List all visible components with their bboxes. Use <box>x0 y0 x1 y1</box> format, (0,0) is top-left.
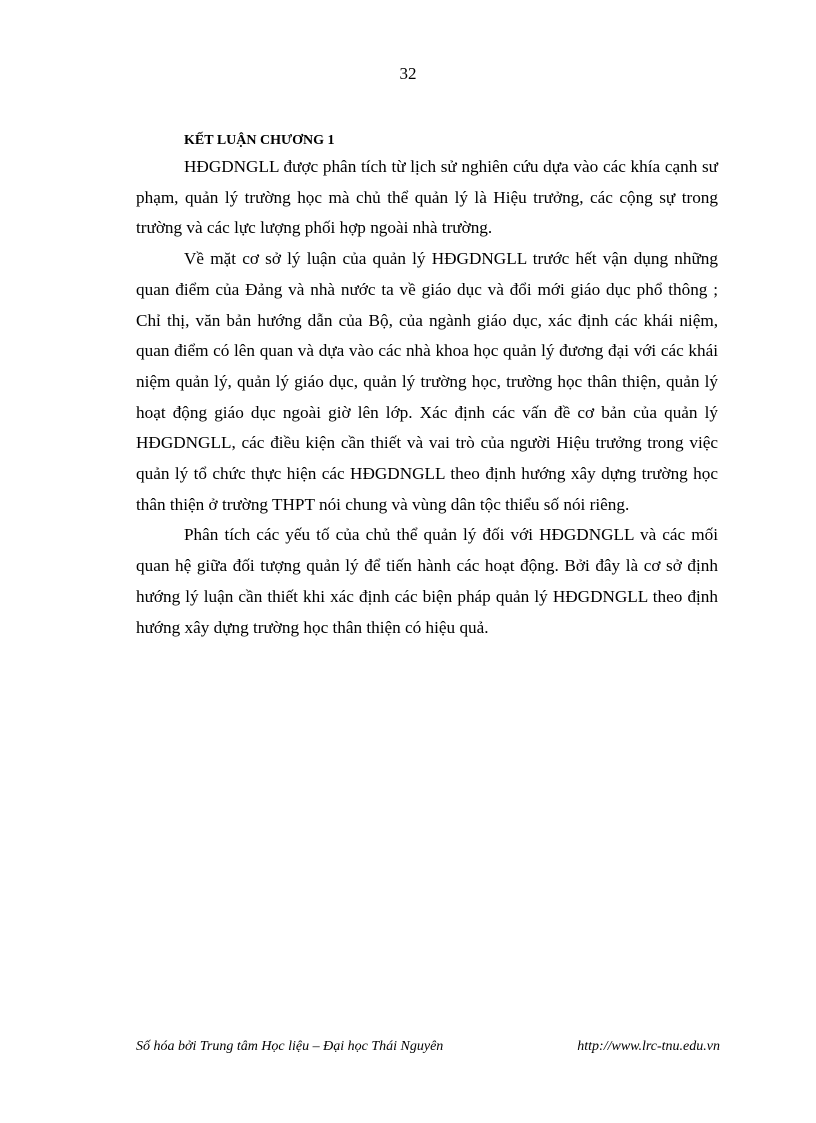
paragraph-3: Phân tích các yếu tố của chủ thể quản lý đối với HĐGDNGLL và các mối quan hệ giữa đối tượng quản lý để tiến hành các hoạt động. Bởi đây là cơ sở định hướng lý luận cần thiết khi xác định các biện pháp quản lý HĐGDNGLL theo định hướng xây dựng trường học thân thiện có hiệu quả. <box>136 525 718 637</box>
paragraph-2: Về mặt cơ sở lý luận của quản lý HĐGDNGLL trước hết vận dụng những quan điểm của Đảng và nhà nước ta về giáo dục và đổi mới giáo dục phổ thông ; Chỉ thị, văn bản hướng dẫn của Bộ, của ngành giáo dục, xác định các khái niệm, quan điểm có lên quan và dựa vào các nhà khoa học quản lý đương đại với các khái niệm quản lý, quản lý giáo dục, quản lý trường học, trường học thân thiện, quản lý hoạt động giáo dục ngoài giờ lên lớp. Xác định các vấn đề cơ bản của quản lý HĐGDNGLL, các điều kiện cần thiết và vai trò của người Hiệu trưởng trong việc quản lý tổ chức thực hiện các HĐGDNGLL theo định hướng xây dựng trường học thân thiện ở trường THPT nói chung và vùng dân tộc thiểu số nói riêng. <box>136 249 718 514</box>
chapter-heading: KẾT LUẬN CHƯƠNG 1 <box>184 133 335 148</box>
page-number: 32 <box>399 64 417 83</box>
page-content <box>136 130 718 643</box>
footer-source-text: Số hóa bởi Trung tâm Học liệu – Đại học Thái Nguyên <box>136 1039 444 1054</box>
paragraph-1: HĐGDNGLL được phân tích từ lịch sử nghiên cứu dựa vào các khía cạnh sư phạm, quản lý trường học mà chủ thể quản lý là Hiệu trưởng, các cộng sự trong trường và các lực lượng phối hợp ngoài nhà trường. <box>136 157 718 238</box>
footer-url: http://www.lrc-tnu.edu.vn <box>577 1039 720 1054</box>
